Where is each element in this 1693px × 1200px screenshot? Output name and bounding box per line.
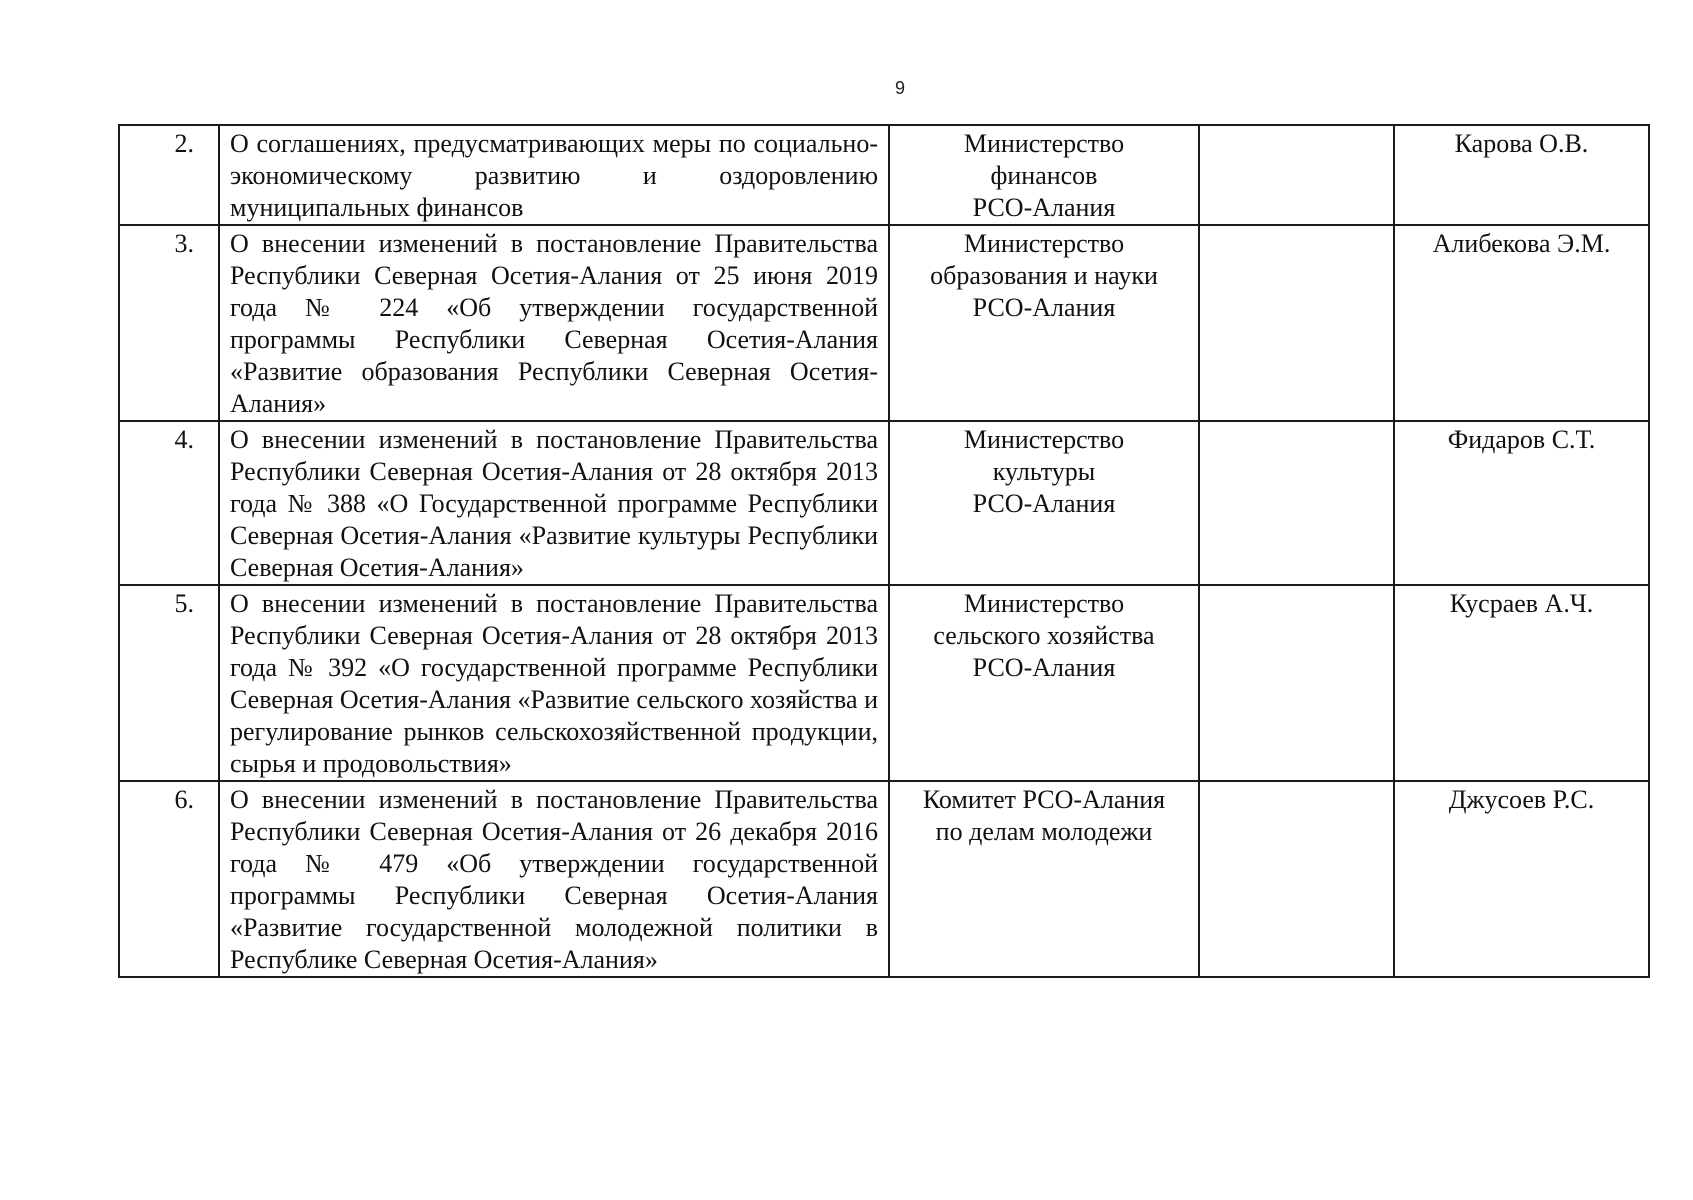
table-row [119, 225, 1649, 421]
row-organization [889, 225, 1199, 421]
row-organization [889, 781, 1199, 977]
row-empty-cell [1199, 585, 1394, 781]
table-row [119, 125, 1649, 225]
org-line: культуры [992, 457, 1096, 486]
org-line: Министерство [963, 589, 1125, 618]
table-row [119, 585, 1649, 781]
row-organization [889, 585, 1199, 781]
org-line: Министерство [963, 129, 1125, 158]
row-responsible-person: Джусоев Р.С. [1394, 781, 1649, 977]
row-title: О соглашениях, предусматривающих меры по социально-экономическому развитию и оздоровлению муниципальных финансов [219, 125, 889, 225]
org-line: РСО-Алания [972, 489, 1116, 518]
org-line: РСО-Алания [972, 653, 1116, 682]
row-title: О внесении изменений в постановление Правительства Республики Северная Осетия-Алания от 25 июня 2019 года № 224 «Об утверждении государственной программы Республики Северная Осетия-Алания «Развитие образования Республики Северная Осетия-Алания» [219, 225, 889, 421]
row-responsible-person: Кусраев А.Ч. [1394, 585, 1649, 781]
org-line: по делам молодежи [935, 817, 1153, 846]
row-empty-cell [1199, 225, 1394, 421]
row-number: 2. [119, 125, 219, 225]
row-title: О внесении изменений в постановление Правительства Республики Северная Осетия-Алания от 26 декабря 2016 года № 479 «Об утверждении государственной программы Республики Северная Осетия-Алания «Развитие государственной молодежной политики в Республике Северная Осетия-Алания» [219, 781, 889, 977]
agenda-table [118, 124, 1650, 978]
org-line: РСО-Алания [972, 293, 1116, 322]
table-row [119, 781, 1649, 977]
row-responsible-person: Карова О.В. [1394, 125, 1649, 225]
row-empty-cell [1199, 125, 1394, 225]
org-line: Комитет РСО-Алания [922, 785, 1166, 814]
row-number: 6. [119, 781, 219, 977]
row-empty-cell [1199, 781, 1394, 977]
org-line: финансов [990, 161, 1098, 190]
row-responsible-person: Фидаров С.Т. [1394, 421, 1649, 585]
row-number: 3. [119, 225, 219, 421]
page-number: 9 [894, 78, 905, 98]
table-row [119, 421, 1649, 585]
org-line: Министерство [963, 229, 1125, 258]
org-line: сельского хозяйства [933, 621, 1155, 650]
row-title: О внесении изменений в постановление Правительства Республики Северная Осетия-Алания от 28 октября 2013 года № 388 «О Государственной программе Республики Северная Осетия-Алания «Развитие культуры Республики Северная Осетия-Алания» [219, 421, 889, 585]
row-title: О внесении изменений в постановление Правительства Республики Северная Осетия-Алания от 28 октября 2013 года № 392 «О государственной программе Республики Северная Осетия-Алания «Развитие сельского хозяйства и регулирование рынков сельскохозяйственной продукции, сырья и продовольствия» [219, 585, 889, 781]
row-responsible-person: Алибекова Э.М. [1394, 225, 1649, 421]
org-line: РСО-Алания [972, 193, 1116, 222]
row-organization [889, 125, 1199, 225]
row-number: 4. [119, 421, 219, 585]
row-organization [889, 421, 1199, 585]
row-empty-cell [1199, 421, 1394, 585]
row-number: 5. [119, 585, 219, 781]
org-line: образования и науки [930, 261, 1158, 290]
org-line: Министерство [963, 425, 1125, 454]
